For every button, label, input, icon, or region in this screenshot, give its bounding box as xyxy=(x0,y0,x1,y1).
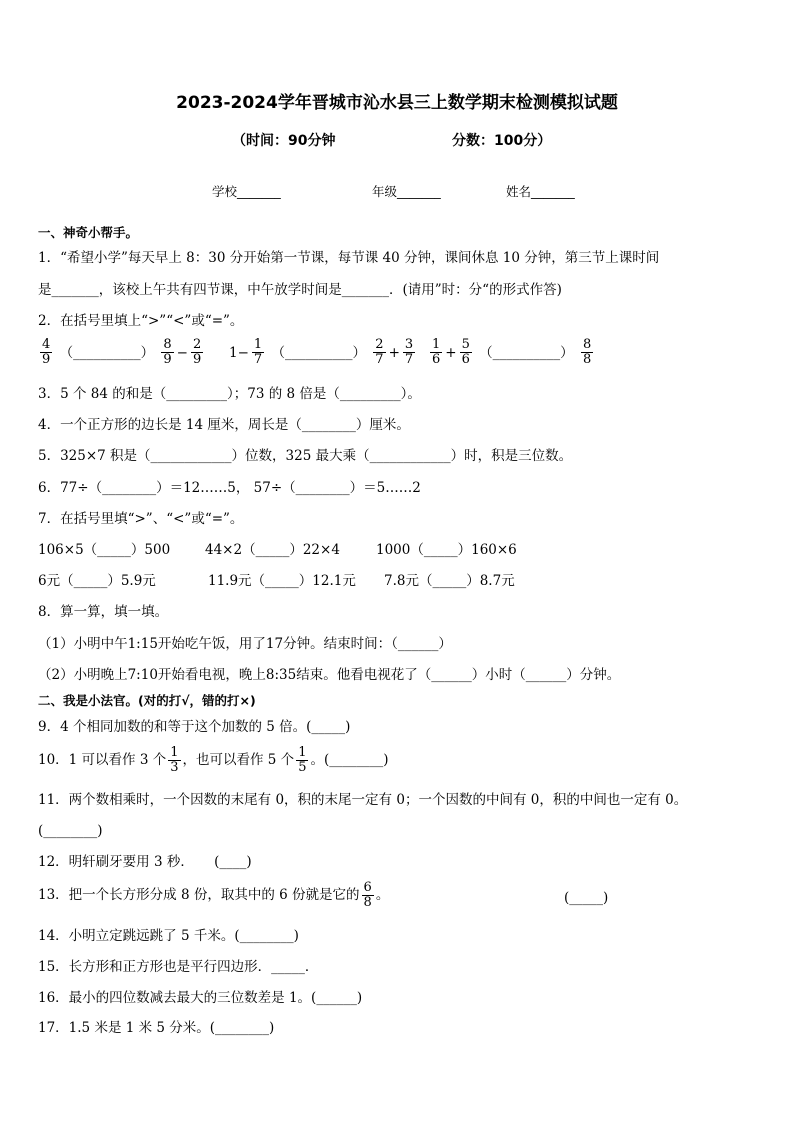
fraction: $\frac{5}{6}$ xyxy=(461,337,470,367)
fraction: $\frac{3}{7}$ xyxy=(404,337,414,367)
question-3: 3．5 个 84 的和是（_________）；73 的 8 倍是（_________）。 xyxy=(38,386,421,402)
fraction: $\frac{2}{9}$ xyxy=(192,337,202,367)
grade-field[interactable]: 年级_______ xyxy=(372,184,441,199)
question-16: 16．最小的四位数减去最大的三位数差是 1。(______) xyxy=(38,990,363,1006)
section-heading-2: 二、我是小法官。(对的打√，错的打×) xyxy=(38,693,256,708)
fraction: $\frac{1}{7}$ xyxy=(253,337,263,367)
question-11-line-1: 11．两个数相乘时，一个因数的末尾有 0，积的末尾一定有 0；一个因数的中间有 0，积的中间也一定有 0。 xyxy=(38,792,688,808)
answer-blank[interactable]: （__________） xyxy=(479,344,574,361)
school-field[interactable]: 学校_______ xyxy=(212,184,281,199)
question-7-item: 7.8元（_____）8.7元 xyxy=(384,573,515,589)
question-7-item: 44×2（_____）22×4 xyxy=(205,542,340,558)
fraction: $\frac{8}{9}$ xyxy=(163,337,172,367)
question-17: 17．1.5 米是 1 米 5 分米。(________) xyxy=(38,1020,275,1036)
question-7-item: 6元（_____）5.9元 xyxy=(38,573,156,589)
answer-blank[interactable]: （__________） xyxy=(59,344,155,361)
name-field[interactable]: 姓名_______ xyxy=(506,184,575,199)
fraction: $\frac{1}{6}$ xyxy=(432,337,441,367)
question-2-item-b: 1− $\frac{1}{7}$ （__________） $\frac{2}{7}$ + $\frac{3}{7}$ xyxy=(229,337,414,367)
fraction: $\frac{1}{5}$ xyxy=(298,745,307,775)
question-8-part-1: （1）小明中午1:15开始吃午饭，用了17分钟。结束时间：（______） xyxy=(38,636,452,652)
section-heading-1: 一、神奇小帮手。 xyxy=(38,225,139,240)
question-7-item: 106×5（_____）500 xyxy=(38,542,171,558)
question-7-item: 1000（_____）160×6 xyxy=(376,542,517,558)
fraction: $\frac{6}{8}$ xyxy=(363,880,372,910)
question-1-line-1: 1．“希望小学”每天早上 8：30 分开始第一节课，每节课 40 分钟，课间休息 10 分钟，第三节上课时间 xyxy=(38,250,660,266)
question-2-stem: 2．在括号里填上“>”“<”或“=”。 xyxy=(38,313,244,329)
fraction: $\frac{2}{7}$ xyxy=(375,337,384,367)
question-13: 13．把一个长方形分成 8 份，取其中的 6 份就是它的 $\frac{6}{8}$ 。 xyxy=(38,880,390,910)
question-12: 12．明轩刷牙要用 3 秒． (____) xyxy=(38,854,252,870)
question-2-item-a: $\frac{4}{9}$ （__________） $\frac{8}{9}$ − $\frac{2}{9}$ xyxy=(42,337,202,367)
question-7-item: 11.9元（_____）12.1元 xyxy=(208,573,356,589)
question-14: 14．小明立定跳远跳了 5 千米。(________) xyxy=(38,928,299,944)
question-8-stem: 8．算一算，填一填。 xyxy=(38,604,169,620)
answer-blank[interactable]: （__________） xyxy=(271,344,366,361)
exam-time: （时间：90分钟 xyxy=(232,133,336,149)
question-15: 15．长方形和正方形也是平行四边形．_____． xyxy=(38,959,319,975)
page-title: 2023-2024学年晋城市沁水县三上数学期末检测模拟试题 xyxy=(176,93,618,113)
fraction: $\frac{1}{3}$ xyxy=(170,745,179,775)
question-2-item-c: $\frac{1}{6}$ + $\frac{5}{6}$ （__________） $\frac{8}{8}$ xyxy=(432,337,592,367)
question-4: 4．一个正方形的边长是 14 厘米，周长是（________）厘米。 xyxy=(38,417,410,433)
question-13-answer-blank[interactable]: (_____) xyxy=(564,890,609,906)
question-9: 9．4 个相同加数的和等于这个加数的 5 倍。(_____) xyxy=(38,719,351,735)
question-6: 6．77÷（________）＝12……5， 57÷（________）＝5……2 xyxy=(38,480,421,496)
fraction: $\frac{8}{8}$ xyxy=(582,337,592,367)
question-8-part-2: （2）小明晚上7:10开始看电视，晚上8:35结束。他看电视花了（______）小时（______）分钟。 xyxy=(38,667,621,683)
question-5: 5．325×7 积是（____________）位数，325 最大乘（____________）时，积是三位数。 xyxy=(38,448,573,464)
question-1-line-2: 是_______，该校上午共有四节课，中午放学时间是_______．(请用”时：分“的形式作答) xyxy=(38,282,562,298)
exam-score: 分数：100分） xyxy=(452,133,552,149)
question-10: 10．1 可以看作 3 个 $\frac{1}{3}$ ，也可以看作 5 个 $\frac{1}{5}$ 。(________) xyxy=(38,745,389,775)
question-11-line-2: (________) xyxy=(38,823,103,839)
fraction: $\frac{4}{9}$ xyxy=(42,337,51,367)
question-7-stem: 7．在括号里填“>”、“<”或“=”。 xyxy=(38,511,244,527)
